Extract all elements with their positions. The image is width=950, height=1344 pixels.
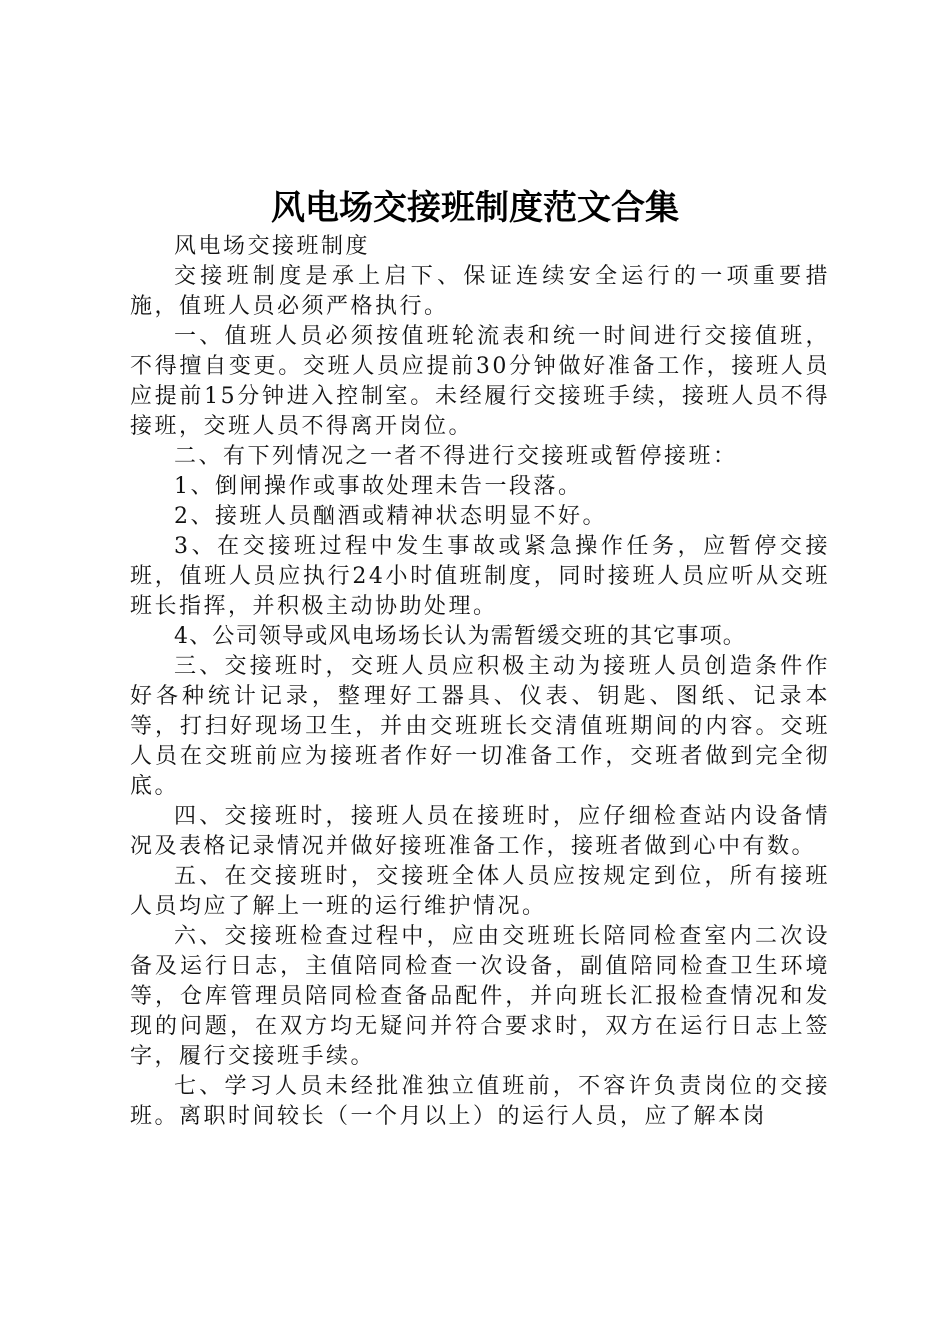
paragraph-rule-3: 三、交接班时，交班人员应积极主动为接班人员创造条件作好各种统计记录，整理好工器具、仪表、钥匙、图纸、记录本等，打扫好现场卫生，并由交班班长交清值班期间的内容。交班人员在交班前应为接班者作好一切准备工作，交班者做到完全彻底。 bbox=[130, 654, 830, 799]
paragraph-rule-2: 二、有下列情况之一者不得进行交接班或暂停接班： bbox=[174, 444, 738, 469]
list-item-4: 4、公司领导或风电场场长认为需暂缓交班的其它事项。 bbox=[174, 624, 746, 649]
paragraph-rule-4: 四、交接班时，接班人员在接班时，应仔细检查站内设备情况及表格记录情况并做好接班准备工作，接班者做到心中有数。 bbox=[130, 804, 830, 859]
list-item-3: 3、在交接班过程中发生事故或紧急操作任务，应暂停交接班，值班人员应执行24小时值班制度，同时接班人员应听从交班班长指挥，并积极主动协助处理。 bbox=[130, 534, 830, 619]
paragraph-rule-1: 一、值班人员必须按值班轮流表和统一时间进行交接值班，不得擅自变更。交班人员应提前30分钟做好准备工作，接班人员应提前15分钟进入控制室。未经履行交接班手续，接班人员不得接班，交班人员不得离开岗位。 bbox=[130, 324, 830, 439]
list-item-1: 1、倒闸操作或事故处理未告一段落。 bbox=[174, 474, 583, 499]
list-item-2: 2、接班人员酗酒或精神状态明显不好。 bbox=[174, 504, 607, 529]
document-title: 风电场交接班制度范文合集 bbox=[271, 188, 679, 228]
paragraph-rule-6: 六、交接班检查过程中，应由交班班长陪同检查室内二次设备及运行日志，主值陪同检查一次设备，副值陪同检查卫生环境等，仓库管理员陪同检查备品配件，并向班长汇报检查情况和发现的问题，在双方均无疑问并符合要求时，双方在运行日志上签字，履行交接班手续。 bbox=[130, 924, 830, 1069]
section-heading: 风电场交接班制度 bbox=[174, 234, 371, 259]
paragraph-rule-7: 七、学习人员未经批准独立值班前，不容许负责岗位的交接班。离职时间较长（一个月以上）的运行人员，应了解本岗 bbox=[130, 1074, 830, 1129]
paragraph-intro: 交接班制度是承上启下、保证连续安全运行的一项重要措施，值班人员必须严格执行。 bbox=[130, 264, 830, 319]
document-body bbox=[130, 232, 830, 1132]
paragraph-rule-5: 五、在交接班时，交接班全体人员应按规定到位，所有接班人员均应了解上一班的运行维护情况。 bbox=[130, 864, 830, 919]
